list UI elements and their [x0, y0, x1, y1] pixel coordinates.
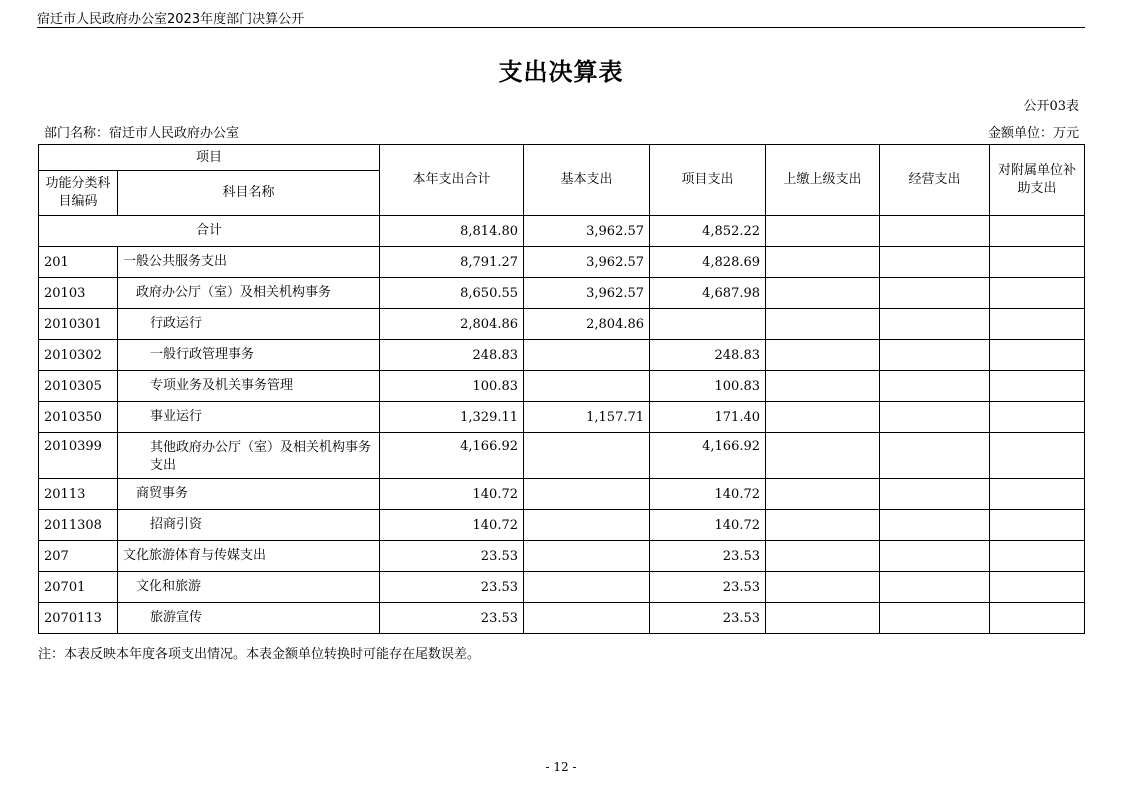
expense-table — [38, 144, 1085, 634]
row-subject-name: 一般行政管理事务 — [118, 340, 380, 371]
row-business — [880, 572, 990, 603]
table-row — [39, 402, 1085, 433]
row-upper — [766, 247, 880, 278]
row-total: 140.72 — [380, 510, 524, 541]
row-code: 20701 — [39, 572, 118, 603]
row-total: 140.72 — [380, 479, 524, 510]
header-subject-name: 科目名称 — [118, 171, 380, 216]
header-subsidy: 对附属单位补助支出 — [990, 145, 1085, 216]
row-project: 140.72 — [650, 510, 766, 541]
row-subsidy — [990, 371, 1085, 402]
row-total: 23.53 — [380, 572, 524, 603]
row-subject-name: 事业运行 — [118, 402, 380, 433]
header-project-expense: 项目支出 — [650, 145, 766, 216]
row-business — [880, 479, 990, 510]
row-upper — [766, 433, 880, 479]
row-subsidy — [990, 309, 1085, 340]
row-basic — [524, 510, 650, 541]
total-cell-basic: 3,962.57 — [524, 216, 650, 247]
row-subsidy — [990, 402, 1085, 433]
row-business — [880, 278, 990, 309]
row-upper — [766, 541, 880, 572]
form-number: 公开03表 — [1023, 99, 1079, 114]
row-upper — [766, 510, 880, 541]
row-subsidy — [990, 572, 1085, 603]
row-subsidy — [990, 340, 1085, 371]
row-business — [880, 340, 990, 371]
row-basic — [524, 340, 650, 371]
row-project: 100.83 — [650, 371, 766, 402]
table-row — [39, 278, 1085, 309]
row-upper — [766, 371, 880, 402]
row-basic — [524, 479, 650, 510]
row-subsidy — [990, 479, 1085, 510]
row-project: 140.72 — [650, 479, 766, 510]
table-row — [39, 572, 1085, 603]
table-row — [39, 309, 1085, 340]
header-upper-remit: 上缴上级支出 — [766, 145, 880, 216]
row-code: 20113 — [39, 479, 118, 510]
row-code: 2011308 — [39, 510, 118, 541]
total-cell-total: 8,814.80 — [380, 216, 524, 247]
row-business — [880, 541, 990, 572]
row-subsidy — [990, 603, 1085, 634]
header-basic: 基本支出 — [524, 145, 650, 216]
row-code: 2010302 — [39, 340, 118, 371]
row-subsidy — [990, 278, 1085, 309]
row-code: 20103 — [39, 278, 118, 309]
row-basic: 1,157.71 — [524, 402, 650, 433]
table-row — [39, 247, 1085, 278]
row-subject-name: 政府办公厅（室）及相关机构事务 — [118, 278, 380, 309]
total-label: 合计 — [39, 216, 380, 247]
row-business — [880, 247, 990, 278]
row-basic: 2,804.86 — [524, 309, 650, 340]
row-upper — [766, 572, 880, 603]
header-divider — [37, 27, 1085, 28]
row-project: 23.53 — [650, 572, 766, 603]
row-business — [880, 402, 990, 433]
row-business — [880, 309, 990, 340]
row-total: 100.83 — [380, 371, 524, 402]
header-project: 项目 — [39, 145, 380, 171]
table-row — [39, 371, 1085, 402]
row-subject-name: 行政运行 — [118, 309, 380, 340]
row-total: 4,166.92 — [380, 433, 524, 479]
row-total: 1,329.11 — [380, 402, 524, 433]
total-cell-subsidy — [990, 216, 1085, 247]
row-upper — [766, 402, 880, 433]
row-subsidy — [990, 510, 1085, 541]
row-code: 2010305 — [39, 371, 118, 402]
row-subject-name: 一般公共服务支出 — [118, 247, 380, 278]
department-name: 部门名称：宿迁市人民政府办公室 — [44, 126, 240, 141]
row-total: 8,650.55 — [380, 278, 524, 309]
row-basic — [524, 603, 650, 634]
row-code: 207 — [39, 541, 118, 572]
table-row — [39, 510, 1085, 541]
row-subject-name: 其他政府办公厅（室）及相关机构事务支出 — [118, 433, 380, 479]
row-project: 23.53 — [650, 603, 766, 634]
row-basic — [524, 371, 650, 402]
row-project: 171.40 — [650, 402, 766, 433]
header-business: 经营支出 — [880, 145, 990, 216]
row-project: 248.83 — [650, 340, 766, 371]
row-project — [650, 309, 766, 340]
row-total: 248.83 — [380, 340, 524, 371]
row-code: 2010399 — [39, 433, 118, 479]
row-basic: 3,962.57 — [524, 278, 650, 309]
row-subject-name: 旅游宣传 — [118, 603, 380, 634]
row-subject-name: 招商引资 — [118, 510, 380, 541]
row-basic — [524, 541, 650, 572]
total-cell-upper — [766, 216, 880, 247]
row-project: 23.53 — [650, 541, 766, 572]
amount-unit: 金额单位：万元 — [987, 126, 1079, 141]
page-title: 支出决算表 — [498, 58, 624, 86]
row-subject-name: 商贸事务 — [118, 479, 380, 510]
header-func-code: 功能分类科目编码 — [39, 171, 118, 216]
page-number: - 12 - — [545, 760, 577, 774]
row-basic — [524, 572, 650, 603]
row-total: 23.53 — [380, 541, 524, 572]
row-subject-name: 文化和旅游 — [118, 572, 380, 603]
total-row — [39, 216, 1085, 247]
table-row — [39, 603, 1085, 634]
total-cell-project: 4,852.22 — [650, 216, 766, 247]
row-basic: 3,962.57 — [524, 247, 650, 278]
row-business — [880, 433, 990, 479]
row-upper — [766, 603, 880, 634]
table-row — [39, 340, 1085, 371]
row-subsidy — [990, 247, 1085, 278]
row-project: 4,828.69 — [650, 247, 766, 278]
table-row — [39, 479, 1085, 510]
row-upper — [766, 278, 880, 309]
total-cell-business — [880, 216, 990, 247]
row-upper — [766, 340, 880, 371]
row-code: 2010301 — [39, 309, 118, 340]
row-upper — [766, 479, 880, 510]
table-row — [39, 541, 1085, 572]
row-basic — [524, 433, 650, 479]
header-total: 本年支出合计 — [380, 145, 524, 216]
row-total: 8,791.27 — [380, 247, 524, 278]
row-upper — [766, 309, 880, 340]
row-code: 2010350 — [39, 402, 118, 433]
row-code: 201 — [39, 247, 118, 278]
table-note: 注：本表反映本年度各项支出情况。本表金额单位转换时可能存在尾数误差。 — [38, 647, 481, 662]
running-header: 宿迁市人民政府办公室2023年度部门决算公开 — [37, 12, 305, 27]
row-subsidy — [990, 541, 1085, 572]
table-row — [39, 433, 1085, 479]
row-business — [880, 371, 990, 402]
row-code: 2070113 — [39, 603, 118, 634]
row-subject-name: 文化旅游体育与传媒支出 — [118, 541, 380, 572]
row-subject-name: 专项业务及机关事务管理 — [118, 371, 380, 402]
row-business — [880, 603, 990, 634]
row-project: 4,166.92 — [650, 433, 766, 479]
row-business — [880, 510, 990, 541]
row-subsidy — [990, 433, 1085, 479]
row-project: 4,687.98 — [650, 278, 766, 309]
row-total: 23.53 — [380, 603, 524, 634]
row-total: 2,804.86 — [380, 309, 524, 340]
